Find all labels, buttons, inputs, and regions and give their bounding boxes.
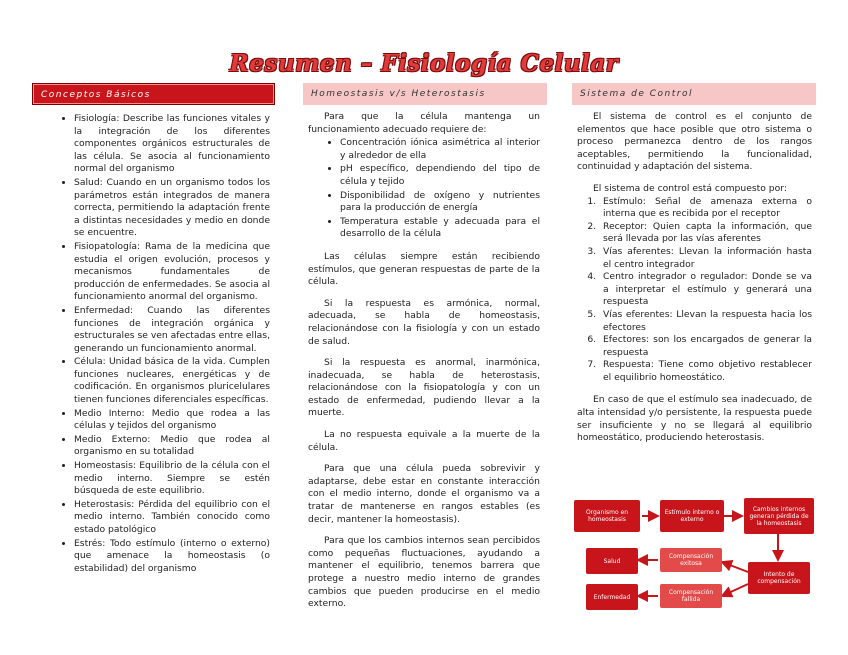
list-item (74, 460, 270, 498)
list-item: • Temperatura estable y adecuada para el desarrollo de la célula (340, 216, 540, 241)
list-item (599, 271, 812, 309)
list-item: • Disponibilidad de oxígeno y nutrientes para la producción de energía (340, 190, 540, 215)
node-salud: Salud (586, 548, 638, 574)
concept-text: Rama de la medicina que estudia el origen evolución, procesos y mecanismos fundamentales de producción de enfermedades. Se asocia al funcionamiento anormal del organismo. (74, 240, 270, 303)
node-cambios: Cambios internos generan pérdida de la homeostasis (744, 498, 814, 534)
conceptos-column (54, 113, 270, 576)
concept-term: Medio Externo: (74, 433, 151, 445)
concept-text: Describe las funciones vitales y la integración de los diferentes componentes orgánicos estructurales de las célula. Se asocia al funcionamiento normal del organismo (74, 113, 270, 175)
concept-text: Medio que rodea al organismo en su totalidad (74, 433, 270, 458)
paragraph: En caso de que el estímulo sea inadecuado, de alta intensidad y/o persistente, la respuesta puede ser insuficiente y no se llegará al equilibrio homeostático, produciendo heterostasis. (577, 394, 812, 444)
node-enfermedad: Enfermedad (586, 584, 638, 610)
list-item (74, 305, 270, 355)
paragraph: Las células siempre están recibiendo estímulos, que generan respuestas de parte de la célula. (308, 250, 540, 288)
list-item (74, 241, 270, 304)
conceptos-list (54, 113, 270, 575)
header-homeostasis: Homeostasis v/s Heterostasis (303, 83, 547, 105)
list-item: • pH específico, dependiendo del tipo de célula y tejido (340, 163, 540, 188)
concept-text: Pérdida del equilibrio con el medio interno. También conocido como estado patológico (74, 498, 270, 535)
list-item: • Concentración iónica asimétrica al interior y alrededor de ella (340, 137, 540, 162)
list-item (599, 221, 812, 246)
step-term: Vías eferentes: (603, 308, 673, 320)
paragraph: La no respuesta equivale a la muerte de la célula. (308, 429, 540, 453)
homeostasis-intro: Para que la célula mantenga un funcionamiento adecuado requiere de: (308, 111, 540, 135)
homeostasis-column (308, 111, 540, 620)
concept-text: Medio que rodea a las células y tejidos del organismo (74, 407, 270, 432)
step-text: Llevan la respuesta hacia los efectores (603, 308, 812, 333)
node-comp-fallida: Compensación fallida (660, 584, 722, 608)
step-term: Estímulo: (603, 195, 646, 207)
list-item (599, 359, 812, 384)
node-intento: Intento de compensación (748, 562, 810, 594)
node-organismo: Organismo en homeostasis (574, 500, 640, 532)
step-term: Vías aferentes: (603, 245, 674, 257)
sistema-column (577, 111, 812, 454)
concept-term: Fisiología: (74, 113, 120, 124)
step-text: Tiene como objetivo restablecer el equilibrio homeostático. (603, 359, 812, 383)
list-item (599, 309, 812, 334)
step-text: Donde se va a interpretar el estímulo y generará una respuesta (603, 271, 812, 308)
paragraph: El sistema de control está compuesto por: (593, 182, 787, 194)
list-item (599, 196, 812, 221)
page-title: Resumen – Fisiología Celular (229, 50, 619, 77)
concept-text: Cuando las diferentes funciones de integración orgánica y estructurales se ven afectadas entre ellas, generando un funcionamiento anormal. (74, 304, 270, 354)
header-sistema: Sistema de Control (572, 83, 816, 105)
concept-text: Todo estímulo (interno o externo) que amenace la homeostasis (o estabilidad) del organismo (74, 537, 270, 574)
step-text: Señal de amenaza externa o interna que es recibida por el receptor (603, 195, 812, 220)
concept-text: Cuando en un organismo todos los parámetros están integrados de manera correcta, permitiendo la adaptación frente a distintas necesidades y medio en donde se encuentre. (74, 176, 270, 239)
node-estimulo: Estímulo interno o externo (660, 500, 724, 532)
list-item (74, 113, 270, 176)
control-diagram (572, 492, 820, 614)
list-item (599, 334, 812, 359)
concept-term: Estrés: (74, 537, 106, 549)
list-item (74, 408, 270, 433)
steps-list (577, 196, 812, 385)
step-term: Efectores: (603, 334, 650, 346)
concept-term: Célula: (74, 356, 106, 368)
concept-text: Equilibrio de la célula con el medio interno. Siempre se estén búsqueda de este equilibrio. (74, 460, 270, 497)
requisitos-list (320, 137, 540, 241)
list-item (74, 434, 270, 459)
concept-term: Enfermedad: (74, 304, 134, 316)
concept-term: Homeostasis: (74, 460, 136, 472)
step-text: son los encargados de generar la respuesta (603, 334, 812, 358)
list-item (74, 177, 270, 240)
step-text: Quien capta la información, que será llevada por las vías aferentes (603, 220, 812, 245)
node-comp-exitosa: Compensación exitosa (660, 548, 722, 572)
concept-term: Medio Interno: (74, 407, 145, 419)
concept-term: Heterostasis: (74, 498, 135, 510)
paragraph: Si la respuesta es anormal, inarmónica, inadecuada, se habla de heterostasis, relacionándose con la fisiopatología y con un estado de enfermedad, pudiendo llevar a la muerte. (308, 357, 540, 419)
step-term: Respuesta: (603, 359, 654, 371)
concept-text: Unidad básica de la vida. Cumplen funciones nucleares, energéticas y de codificación. En organismos pluricelulares tienen funciones diferenciales específicas. (74, 356, 270, 406)
paragraph: Si la respuesta es armónica, normal, adecuada, se habla de homeostasis, relacionándose con la fisiología y con un estado de salud. (308, 297, 540, 347)
step-term: Centro integrador o regulador: (603, 271, 748, 283)
list-item (599, 246, 812, 271)
paragraph: Para que una célula pueda sobrevivir y adaptarse, debe estar en constante interacción con el medio interno, donde el organismo va a tratar de mantenerse en rangos estables (es decir, mantener la homeostasis). (308, 463, 540, 525)
list-item (74, 538, 270, 576)
header-conceptos: Conceptos Básicos (32, 83, 275, 105)
list-item (74, 356, 270, 406)
paragraph: El sistema de control es el conjunto de elementos que hace posible que otro sistema o proceso permanezca dentro de los rangos aceptables, permitiendo la funcionalidad, continuidad y adaptación del sistema. (577, 111, 812, 173)
step-text: Llevan la información hasta el centro integrador (603, 245, 812, 270)
concept-term: Fisiopatología: (74, 240, 141, 252)
step-term: Receptor: (603, 220, 648, 232)
concept-term: Salud: (74, 176, 103, 188)
paragraph: Para que los cambios internos sean percibidos como pequeñas fluctuaciones, ayudando a mantener el equilibrio, tenemos barrera que protege a nuestro medio interno de grandes cambios que pueden producirse en el medio externo. (308, 535, 540, 610)
list-item (74, 499, 270, 537)
